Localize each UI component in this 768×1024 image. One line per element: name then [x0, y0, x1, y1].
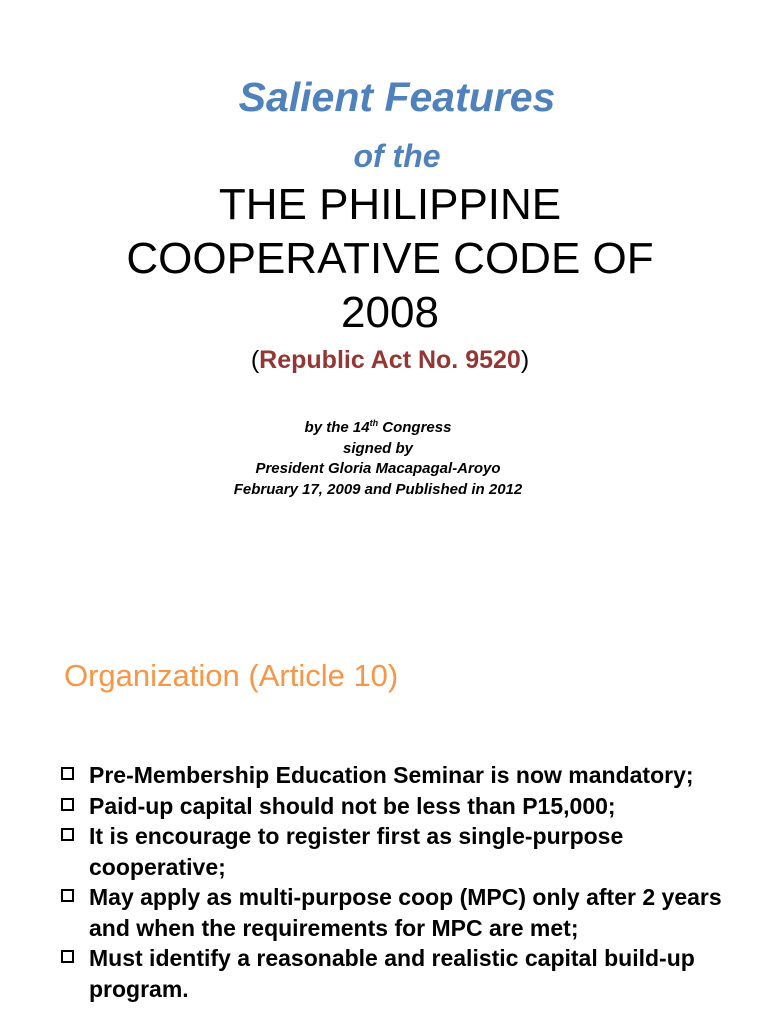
- byline-congress-text: by the 14: [304, 419, 370, 436]
- list-item: [60, 943, 760, 1004]
- checkbox-bullet-icon: [61, 950, 74, 963]
- list-item: [60, 791, 760, 822]
- republic-act-close-paren: ): [520, 346, 530, 374]
- bullet-list: [60, 760, 760, 1004]
- byline-signed-by: signed by: [342, 439, 413, 457]
- checkbox-bullet-icon: [61, 889, 74, 902]
- checkbox-bullet-icon: [61, 767, 74, 780]
- list-item-text: May apply as multi-purpose coop (MPC) only after 2 years and when the requirements for MPC are met;: [89, 884, 722, 941]
- checkbox-bullet-icon: [61, 798, 74, 811]
- section-heading: Organization (Article 10): [64, 658, 399, 693]
- byline-president: President Gloria Macapagal-Aroyo: [255, 460, 501, 477]
- list-item-text: Pre-Membership Education Seminar is now mandatory;: [89, 762, 694, 788]
- byline-date: February 17, 2009 and Published in 2012: [233, 480, 523, 498]
- republic-act-line: [0, 346, 768, 375]
- list-item: [60, 760, 760, 791]
- republic-act-open-paren: (: [250, 346, 260, 374]
- main-title-line: THE PHILIPPINE: [218, 180, 562, 229]
- byline-congress-word: Congress: [378, 419, 452, 436]
- list-item-text: Must identify a reasonable and realistic capital build-up program.: [89, 945, 695, 1002]
- byline: [0, 418, 756, 500]
- list-item-text: Paid-up capital should not be less than P15,000;: [89, 792, 616, 819]
- byline-congress: [0, 418, 756, 439]
- title-salient-features: Salient Features: [238, 74, 556, 120]
- title-of-the: of the: [353, 138, 441, 174]
- byline-ordinal-suffix: th: [369, 418, 379, 428]
- main-title-line: 2008: [341, 288, 439, 337]
- list-item: [60, 882, 760, 943]
- main-title-line: COOPERATIVE CODE OF: [126, 234, 654, 283]
- republic-act-number: Republic Act No. 9520: [259, 346, 521, 374]
- checkbox-bullet-icon: [61, 828, 74, 841]
- list-item: [60, 821, 760, 882]
- list-item-text: It is encourage to register first as single-purpose cooperative;: [89, 823, 624, 880]
- main-title: [0, 178, 768, 340]
